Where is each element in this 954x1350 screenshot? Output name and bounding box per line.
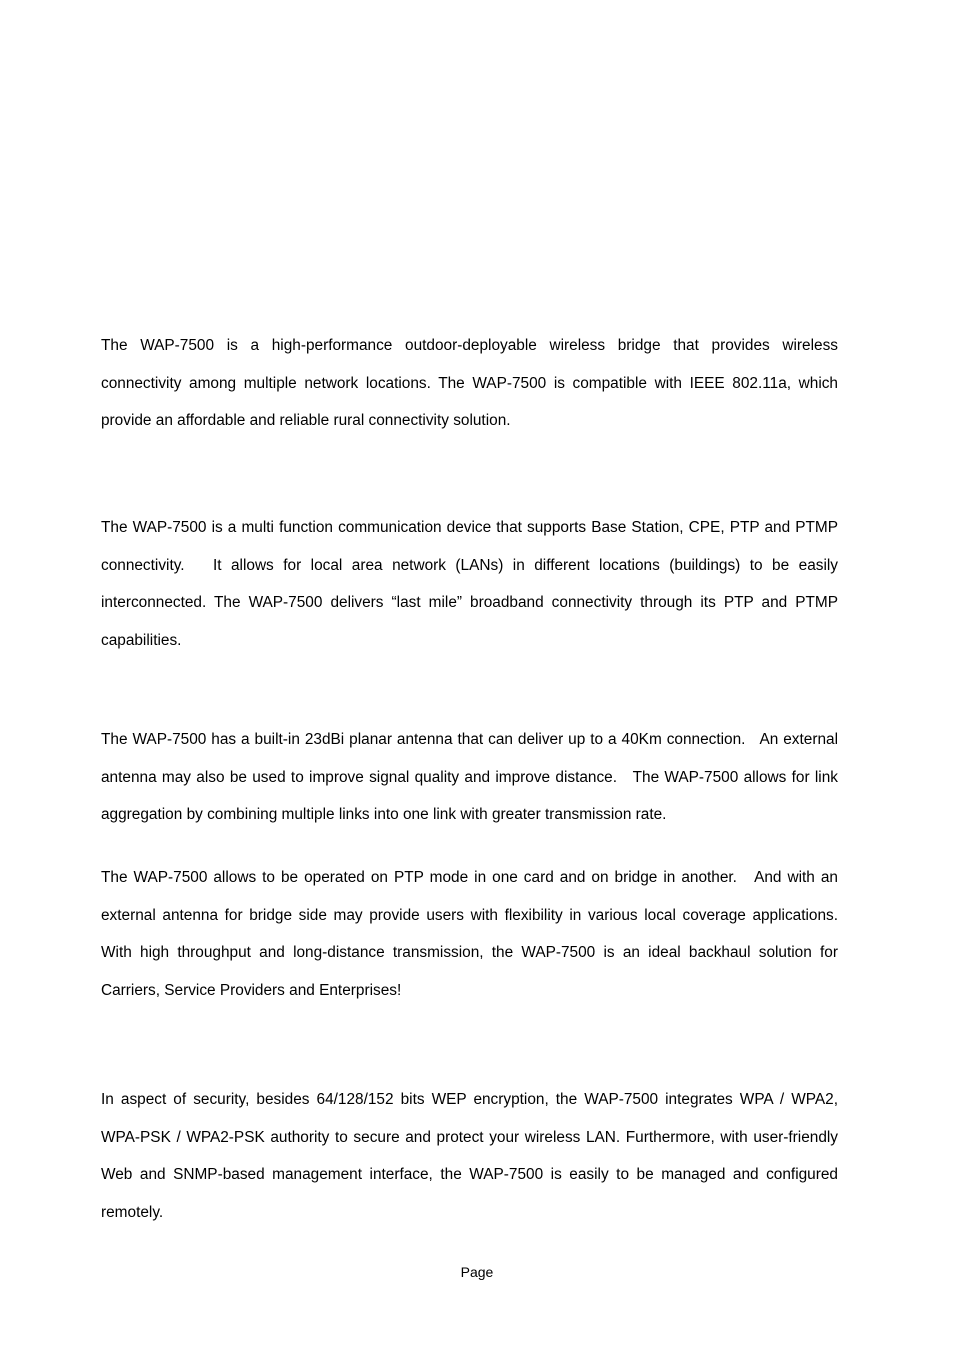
- paragraph-antenna: The WAP-7500 has a built-in 23dBi planar antenna that can deliver up to a 40Km connection. An external antenna may also be used to improve signal quality and improve distance. The WAP-7500 allows for link aggregation by combining multiple links into one link with greater transmission rate.: [101, 731, 843, 823]
- paragraph-operation-modes: The WAP-7500 allows to be operated on PTP mode in one card and on bridge in another. And with an external antenna for bridge side may provide users with flexibility in various local coverage applications. With high throughput and long-distance transmission, the WAP-7500 is an ideal backhaul solution for Carriers, Service Providers and Enterprises!: [101, 869, 851, 999]
- paragraph-functions: The WAP-7500 is a multi function communication device that supports Base Station, CPE, PTP and PTMP connectivity. It allows for local area network (LANs) in different locations (buildings) to be easily interconnected. The WAP-7500 delivers “last mile” broadband connectivity through its PTP and PTMP capabilities.: [101, 519, 843, 649]
- page-footer: Page: [460, 1264, 494, 1280]
- paragraph-security: In aspect of security, besides 64/128/152 bits WEP encryption, the WAP-7500 integrates WPA / WPA2, WPA-PSK / WPA2-PSK authority to secure and protect your wireless LAN. Furthermore, with user-friendly Web and SNMP-based management interface, the WAP-7500 is easily to be managed and configured remotely.: [101, 1091, 843, 1221]
- paragraph-introduction: The WAP-7500 is a high-performance outdoor-deployable wireless bridge that provides wireless connectivity among multiple network locations. The WAP-7500 is compatible with IEEE 802.11a, which provide an affordable and reliable rural connectivity solution.: [101, 337, 843, 429]
